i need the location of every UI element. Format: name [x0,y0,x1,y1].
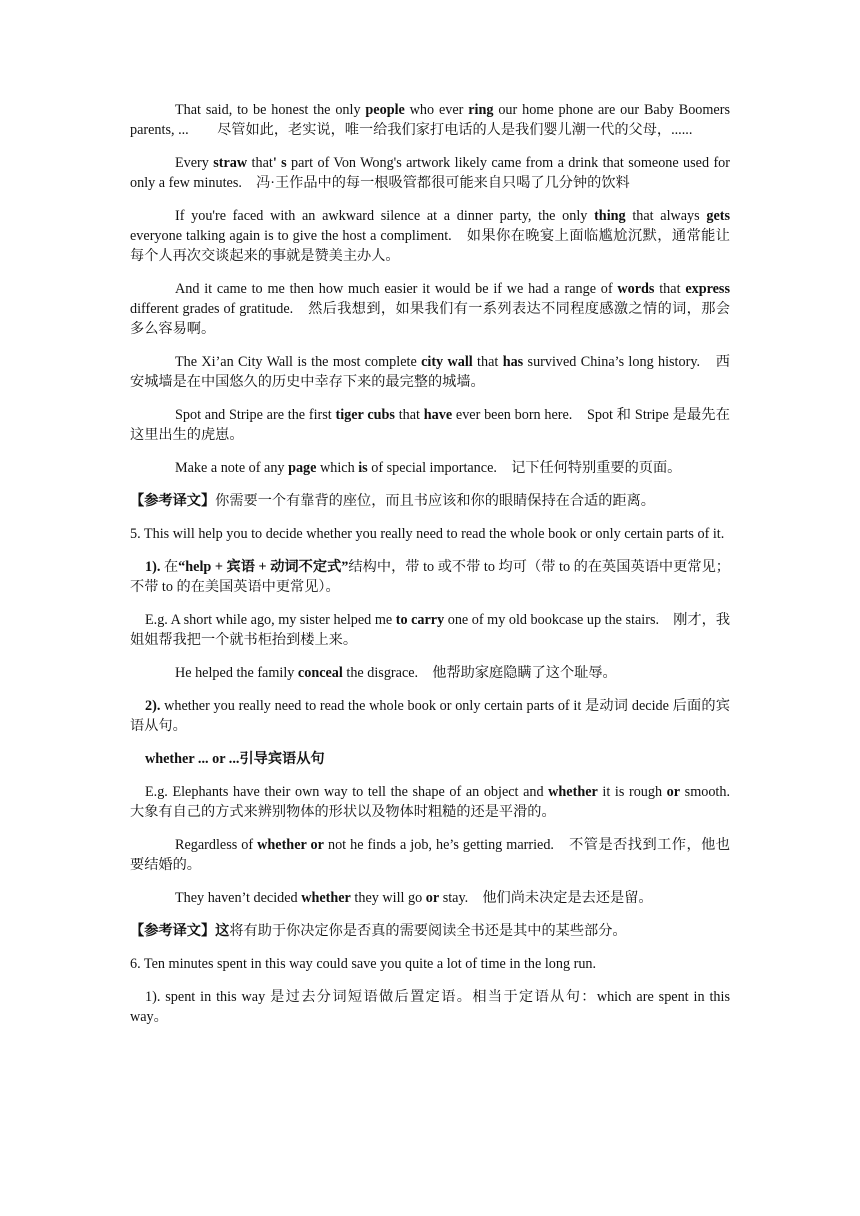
text-run: our home phone are our Baby Boomers parents, ... 尽管如此，老实说，唯一给我们家打电话的人是我们婴儿潮一代的父母，...... [130,102,730,138]
text-run: of special importance. 记下任何特别重要的页面。 [367,460,682,476]
text-run: ever been born here. Spot 和 Stripe 是最先在这里出生的虎崽。 [130,407,730,443]
text-run: one of my old bookcase up the stairs. 刚才，我姐姐帮我把一个就书柜抬到楼上来。 [130,612,731,648]
paragraph [130,954,730,974]
paragraph [130,279,730,339]
paragraph [130,405,730,445]
bold-text: 1). [145,559,164,575]
bold-text: people [365,102,405,118]
paragraph [130,352,730,392]
bold-text: tiger cubs [335,407,395,423]
bold-text: to carry [395,612,445,628]
text-run: If you're faced with an awkward silence at a dinner party, the only [175,208,595,224]
paragraph [130,835,730,875]
text-run: the disgrace. 他帮助家庭隐瞒了这个耻辱。 [342,665,617,681]
paragraph [130,524,730,544]
text-run: that [472,354,503,370]
text-run: He helped the family [175,665,298,681]
paragraph [130,782,745,822]
paragraph [130,100,730,140]
text-run: 1). spent in this way 是过去分词短语做后置定语。相当于定语从句：which are spent in this way。 [130,989,730,1025]
paragraph [130,206,730,266]
paragraph [130,921,730,941]
bold-text: has [502,354,524,370]
bold-text: “help + 宾语 + 动词不定式” [178,559,349,575]
bold-text: or [666,784,681,800]
text-run: Every [175,155,214,171]
bold-text: page [288,460,317,476]
text-run: 在 [163,559,179,575]
document-page [130,100,745,1040]
bold-text: city wall [421,354,473,370]
bold-text: 【参考译文】这 [130,923,230,939]
bold-text: whether [301,890,351,906]
text-run: different grades of gratitude. 然后我想到，如果我们有一系列表达不同程度感激之情的词，那会多么容易啊。 [130,301,730,337]
text-run: Spot and Stripe are the first [175,407,336,423]
text-run: And it came to me then how much easier it would be if we had a range of [175,281,618,297]
text-run: E.g. Elephants have their own way to tell the shape of an object and [145,784,549,800]
text-run: Regardless of [175,837,258,853]
bold-text: express [685,281,730,297]
bold-text: or [425,890,440,906]
bold-text: ring [468,102,494,118]
paragraph [130,458,730,478]
text-run: that [394,407,424,423]
text-run: stay. 他们尚未决定是去还是留。 [439,890,653,906]
text-run: which [316,460,359,476]
text-run: it is rough [597,784,667,800]
paragraph [130,557,730,597]
text-run: They haven’t decided [175,890,302,906]
bold-text: straw [213,155,248,171]
text-run: 你需要一个有靠背的座位，而且书应该和你的眼睛保持在合适的距离。 [215,493,655,509]
paragraph [130,749,730,769]
paragraph [130,663,730,683]
bold-text: whether [548,784,598,800]
text-run: that always [625,208,707,224]
paragraph [130,696,730,736]
text-run: survived China’s long history. 西安城墙是在中国悠久的历史中幸存下来的最完整的城墙。 [130,354,730,390]
bold-text: 【参考译文】 [130,493,216,509]
text-run: The Xi’an City Wall is the most complete [175,354,422,370]
text-run: Make a note of any [175,460,289,476]
text-run: that [654,281,686,297]
paragraph [130,610,730,650]
text-run: 6. Ten minutes spent in this way could save you quite a lot of time in the long run. [130,956,597,972]
bold-text: words [617,281,655,297]
bold-text: have [423,407,453,423]
bold-text: whether ... or ...引导宾语从句 [145,751,325,767]
text-run: 结构中，带 to 或不带 to 均可（带 to 的在英国英语中更常见；不带 to 的在美国英语中更常见）。 [130,559,730,595]
text-run: not he finds a job, he’s getting married. 不管是否找到工作，他也要结婚的。 [130,837,730,873]
text-run: 5. This will help you to decide whether you really need to read the whole book or only certain parts of it. [130,526,725,542]
bold-text: is [358,460,368,476]
text-run: that [247,155,273,171]
text-run: 将有助于你决定你是否真的需要阅读全书还是其中的某些部分。 [229,923,627,939]
paragraph [130,888,730,908]
text-run: who ever [404,102,469,118]
text-run: smooth. 大象有自己的方式来辨别物体的形状以及物体时粗糙的还是平滑的。 [130,784,745,820]
text-run: That said, to be honest the only [175,102,366,118]
text-run: part of Von Wong's artwork likely came from a drink that someone used for only a few minutes. 冯·王作品中的每一根吸管都很可能来自只喝了几分钟的饮料 [130,155,730,191]
bold-text: whether or [257,837,324,853]
paragraph [130,153,730,193]
paragraph [130,987,730,1027]
bold-text: 2). [145,698,161,714]
paragraph [130,491,730,511]
text-run: whether you really need to read the whole book or only certain parts of it 是动词 decide 后面的宾语从句。 [130,698,730,734]
text-run: they will go [350,890,426,906]
bold-text: ' s [272,155,287,171]
bold-text: conceal [297,665,343,681]
text-run: E.g. A short while ago, my sister helped me [145,612,396,628]
bold-text: thing [594,208,626,224]
bold-text: gets [706,208,730,224]
text-run: everyone talking again is to give the host a compliment. 如果你在晚宴上面临尴尬沉默，通常能让每个人再次交谈起来的事就是赞美主办人。 [130,228,730,264]
